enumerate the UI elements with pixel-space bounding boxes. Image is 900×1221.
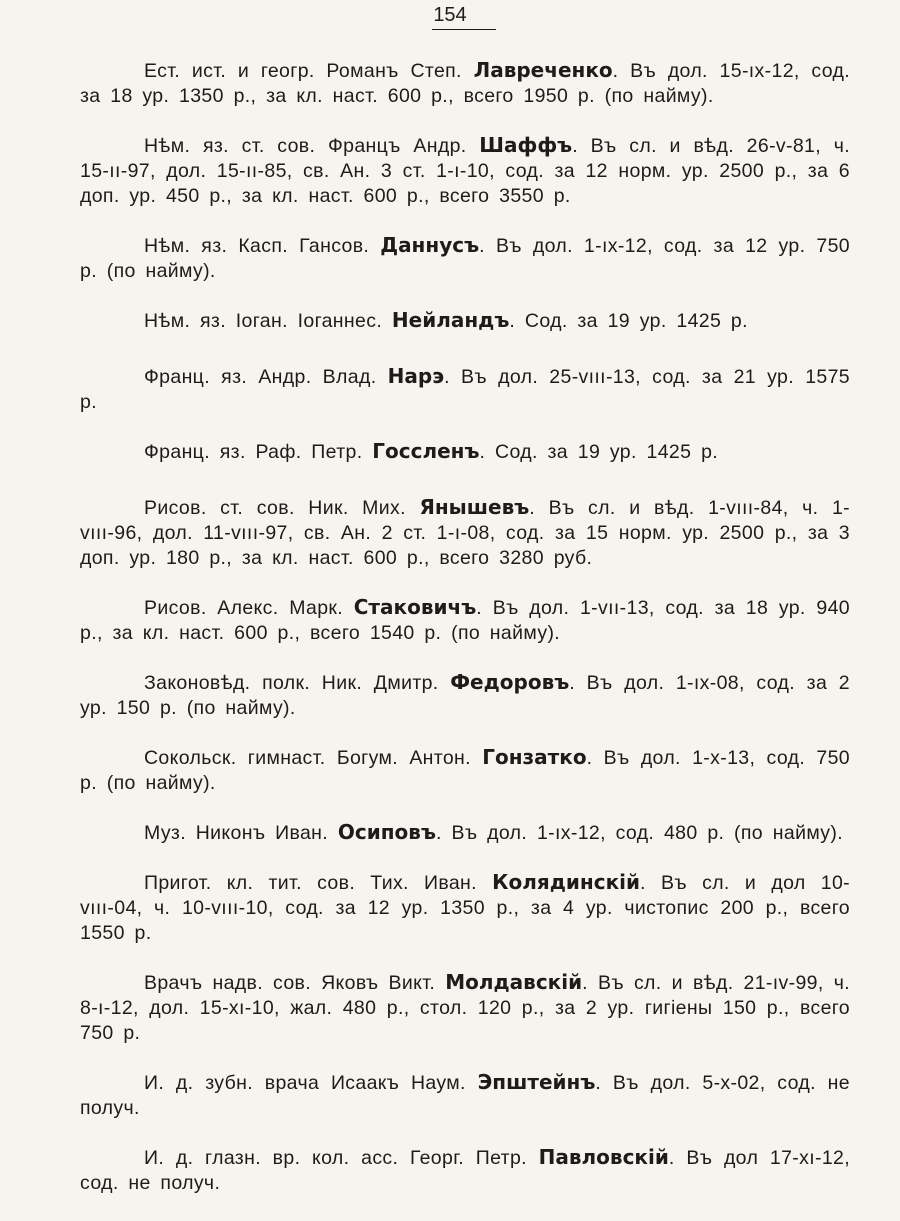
entry-service-details: . Въ сл. и дол 10-vııı-04, ч. 10-vııı-10, сод. за 12 ур. 1350 р., за 4 ур. чистопис 200 р., всего 1550 р. (80, 872, 850, 944)
entry-surname: Федоровъ (450, 670, 570, 694)
entry-surname: Осиповъ (337, 820, 436, 844)
entry-position-and-given-name: Сокольск. гимнаст. Богум. Антон. (144, 747, 471, 769)
entry-surname: Павловскій (538, 1145, 669, 1169)
entry-position-and-given-name: Законовѣд. полк. Ник. Дмитр. (144, 672, 439, 694)
entry-surname: Гонзатко (482, 745, 587, 769)
entry-surname: Шаффъ (479, 133, 573, 157)
staff-entry (80, 745, 850, 796)
entry-surname: Эпштейнъ (477, 1070, 596, 1094)
entry-position-and-given-name: Франц. яз. Андр. Влад. (144, 366, 377, 388)
staff-entry (80, 1145, 850, 1196)
entry-service-details: . Въ дол. 5-х-02, сод. не получ. (80, 1072, 850, 1119)
page-number: 154 (433, 4, 467, 26)
entry-service-details: . Въ дол. 1-ıх-12, сод. 480 р. (по найму). (435, 822, 844, 844)
entry-position-and-given-name: Нѣм. яз. Іоган. Іоганнес. (144, 310, 383, 332)
entry-position-and-given-name: Рисов. ст. сов. Ник. Мих. (144, 497, 406, 519)
staff-entry (80, 233, 850, 284)
entry-surname: Даннусъ (380, 233, 480, 257)
entry-position-and-given-name: Франц. яз. Раф. Петр. (144, 441, 363, 463)
entry-service-details: . Въ дол. 1-ıх-08, сод. за 2 ур. 150 р. (по найму). (80, 672, 850, 719)
entry-position-and-given-name: И. д. зубн. врача Исаакъ Наум. (144, 1072, 466, 1094)
entry-service-details: . Въ дол 17-хı-12, сод. не получ. (80, 1147, 850, 1194)
entry-service-details: . Въ дол. 1-х-13, сод. 750 р. (по найму). (80, 747, 850, 794)
staff-entry (80, 308, 850, 334)
entry-position-and-given-name: Пригот. кл. тит. сов. Тих. Иван. (144, 872, 477, 894)
entry-service-details: . Въ дол. 1-vıı-13, сод. за 18 ур. 940 р., за кл. наст. 600 р., всего 1540 р. (по найму). (80, 597, 850, 644)
page-number-rule (432, 29, 496, 30)
staff-entry (80, 364, 850, 415)
staff-entry (80, 133, 850, 209)
staff-entry (80, 970, 850, 1046)
entry-surname: Молдавскій (445, 970, 583, 994)
entry-position-and-given-name: Нѣм. яз. ст. сов. Францъ Андр. (144, 135, 467, 157)
entry-position-and-given-name: Муз. Никонъ Иван. (144, 822, 329, 844)
staff-entry (80, 595, 850, 646)
staff-entry (80, 670, 850, 721)
staff-entry (80, 58, 850, 109)
staff-entries-list (80, 58, 850, 1220)
entry-service-details: . Въ сл. и вѣд. 21-ıv-99, ч. 8-ı-12, дол. 15-хı-10, жал. 480 р., стол. 120 р., за 2 ур. гигіены 150 р., всего 750 р. (80, 972, 850, 1044)
entry-surname: Госсленъ (372, 439, 480, 463)
staff-entry (80, 820, 850, 846)
entry-service-details: . Въ дол. 1-ıх-12, сод. за 12 ур. 750 р. (по найму). (80, 235, 850, 282)
entry-surname: Нейландъ (391, 308, 510, 332)
entry-position-and-given-name: Врачъ надв. сов. Яковъ Викт. (144, 972, 436, 994)
staff-entry (80, 870, 850, 946)
entry-surname: Стаковичъ (353, 595, 477, 619)
entry-position-and-given-name: И. д. глазн. вр. кол. асс. Георг. Петр. (144, 1147, 527, 1169)
entry-service-details: . Въ сл. и вѣд. 1-vııı-84, ч. 1-vııı-96, дол. 11-vııı-97, св. Ан. 2 ст. 1-ı-08, сод. за 15 норм. ур. 2500 р., за 3 доп. ур. 180 р., за кл. наст. 600 р., всего 3280 руб. (80, 497, 850, 569)
entry-surname: Лавреченко (473, 58, 613, 82)
entry-surname: Колядинскій (492, 870, 641, 894)
entry-service-details: . Сод. за 19 ур. 1425 р. (479, 441, 719, 463)
entry-service-details: . Въ дол. 15-ıх-12, сод. за 18 ур. 1350 р., за кл. наст. 600 р., всего 1950 р. (по найму). (80, 60, 850, 107)
entry-service-details: . Въ дол. 25-vııı-13, сод. за 21 ур. 1575 р. (80, 366, 850, 413)
entry-position-and-given-name: Рисов. Алекс. Марк. (144, 597, 344, 619)
staff-entry (80, 439, 850, 465)
entry-position-and-given-name: Нѣм. яз. Касп. Гансов. (144, 235, 370, 257)
entry-service-details: . Въ сл. и вѣд. 26-v-81, ч. 15-ıı-97, дол. 15-ıı-85, св. Ан. 3 ст. 1-ı-10, сод. за 12 норм. ур. 2500 р., за 6 доп. ур. 450 р., за кл. наст. 600 р., всего 3550 р. (80, 135, 850, 207)
entry-surname: Янышевъ (419, 495, 530, 519)
staff-entry (80, 495, 850, 571)
staff-entry (80, 1070, 850, 1121)
entry-service-details: . Сод. за 19 ур. 1425 р. (509, 310, 748, 332)
entry-surname: Нарэ (387, 364, 445, 388)
entry-position-and-given-name: Ест. ист. и геогр. Романъ Степ. (144, 60, 462, 82)
